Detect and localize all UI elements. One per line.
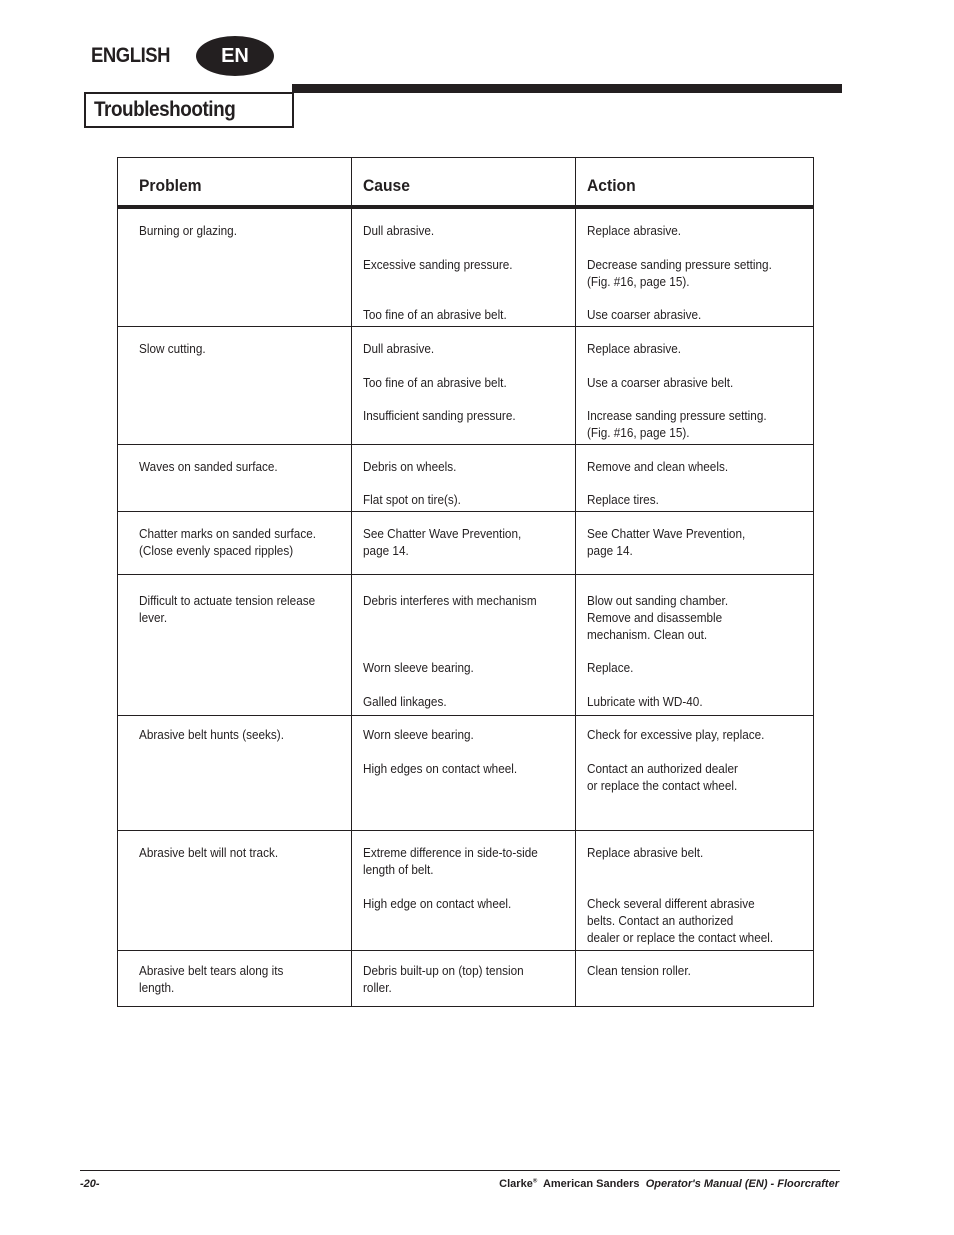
problem-cell: Burning or glazing. — [139, 224, 237, 238]
problem-cell: Abrasive belt will not track. — [139, 846, 279, 860]
footer-company: American Sanders — [542, 1178, 640, 1190]
problem-cell: Abrasive belt tears along its length. — [139, 964, 284, 995]
action-cell: Replace abrasive belt. — [587, 846, 704, 860]
action-cell: Replace abrasive. — [587, 224, 682, 238]
cause-cell: Worn sleeve bearing. — [363, 728, 474, 742]
cause-cell: Debris on wheels. — [363, 460, 457, 474]
table-row — [118, 831, 813, 951]
footer-rule — [80, 1170, 840, 1171]
cause-cell: Debris interferes with mechanism — [363, 594, 537, 608]
registered-mark: ® — [532, 1178, 538, 1185]
table-row — [118, 716, 813, 831]
problem-cell: Chatter marks on sanded surface. (Close evenly spaced ripples) — [139, 527, 316, 558]
action-cell: Clean tension roller. — [587, 964, 691, 978]
action-cell: Use coarser abrasive. — [587, 308, 702, 322]
cause-cell: Dull abrasive. — [363, 224, 435, 238]
table-row — [118, 327, 813, 445]
cause-cell: Flat spot on tire(s). — [363, 493, 461, 507]
action-cell: Remove and clean wheels. — [587, 460, 729, 474]
action-cell: Check for excessive play, replace. — [587, 728, 765, 742]
cause-cell: Too fine of an abrasive belt. — [363, 308, 507, 322]
footer-brand: Clarke — [499, 1178, 533, 1190]
action-cell: Replace. — [587, 661, 634, 675]
footer-manual-title — [499, 1178, 839, 1190]
problem-cell: Abrasive belt hunts (seeks). — [139, 728, 284, 742]
action-cell: Use a coarser abrasive belt. — [587, 376, 734, 390]
section-title: Troubleshooting — [94, 98, 236, 121]
column-header-problem: Problem — [139, 176, 202, 195]
problem-cell: Slow cutting. — [139, 342, 206, 356]
cause-cell: High edges on contact wheel. — [363, 762, 518, 776]
action-cell: Replace tires. — [587, 493, 659, 507]
column-header-action: Action — [587, 176, 636, 195]
cause-cell: Too fine of an abrasive belt. — [363, 376, 507, 390]
action-cell: Decrease sanding pressure setting. (Fig. #16, page 15). — [587, 258, 772, 289]
table-row — [118, 209, 813, 327]
page-number: -20- — [80, 1178, 100, 1190]
cause-cell: Galled linkages. — [363, 695, 447, 709]
column-header-cause: Cause — [363, 176, 410, 195]
cause-cell: Dull abrasive. — [363, 342, 435, 356]
action-cell: Replace abrasive. — [587, 342, 682, 356]
table-row — [118, 512, 813, 575]
cause-cell: Extreme difference in side-to-side length of belt. — [363, 846, 538, 877]
language-badge: EN — [196, 36, 274, 76]
action-cell: Blow out sanding chamber. Remove and disassemble mechanism. Clean out. — [587, 594, 729, 642]
footer-manual: Operator's Manual (EN) - Floorcrafter — [645, 1178, 839, 1190]
problem-cell: Waves on sanded surface. — [139, 460, 278, 474]
cause-cell: Debris built-up on (top) tension roller. — [363, 964, 524, 995]
cause-cell: Excessive sanding pressure. — [363, 258, 513, 272]
table-row — [118, 445, 813, 512]
action-cell: Increase sanding pressure setting. (Fig. #16, page 15). — [587, 409, 767, 440]
problem-cell: Difficult to actuate tension release lever. — [139, 594, 316, 625]
action-cell: Contact an authorized dealer or replace the contact wheel. — [587, 762, 738, 793]
troubleshooting-table — [117, 157, 814, 1007]
cause-cell: Insufficient sanding pressure. — [363, 409, 516, 423]
cause-cell: See Chatter Wave Prevention, page 14. — [363, 527, 522, 558]
section-title-box — [84, 92, 294, 128]
cause-cell: Worn sleeve bearing. — [363, 661, 474, 675]
header-rule — [292, 84, 842, 93]
cause-cell: High edge on contact wheel. — [363, 897, 512, 911]
action-cell: See Chatter Wave Prevention, page 14. — [587, 527, 746, 558]
language-label: ENGLISH — [91, 44, 171, 67]
table-row — [118, 951, 813, 1006]
action-cell: Lubricate with WD-40. — [587, 695, 703, 709]
action-cell: Check several different abrasive belts. Contact an authorized dealer or replace the contact wheel. — [587, 897, 774, 945]
language-indicator — [91, 36, 249, 76]
table-row — [118, 575, 813, 716]
